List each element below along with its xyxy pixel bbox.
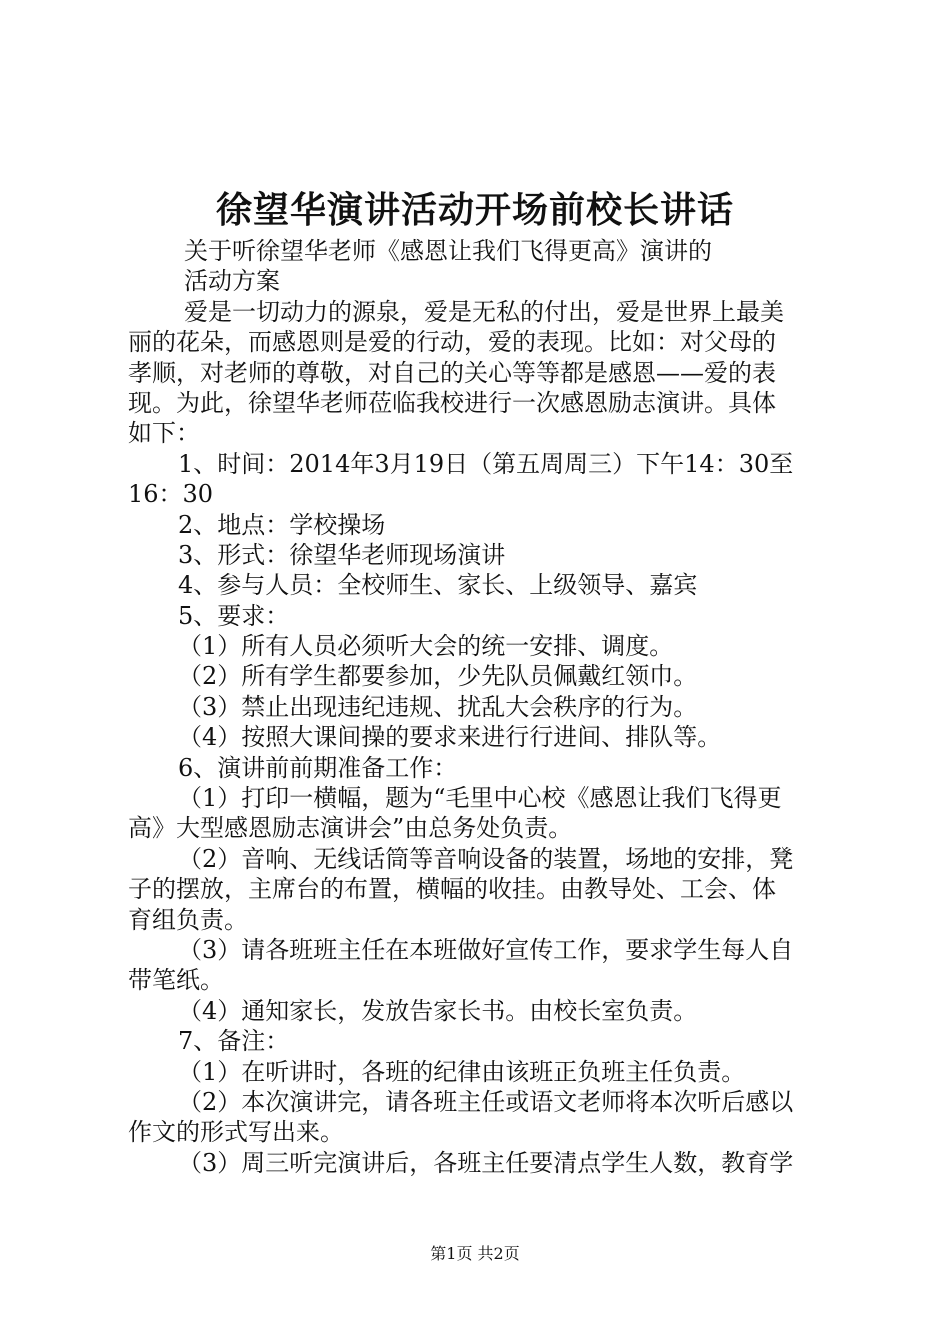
list-item: 3、形式：徐望华老师现场演讲 xyxy=(178,540,506,569)
list-item: 2、地点：学校操场 xyxy=(178,510,386,539)
sub-item: （1）所有人员必须听大会的统一安排、调度。 xyxy=(178,632,674,661)
sub-item: 育组负责。 xyxy=(128,905,248,934)
list-item: 6、演讲前前期准备工作： xyxy=(178,753,458,782)
paragraph-line: 爱是一切动力的源泉，爱是无私的付出，爱是世界上最美 xyxy=(184,297,784,326)
sub-item: （3）请各班班主任在本班做好宣传工作，要求学生每人自 xyxy=(178,935,794,964)
sub-item: （2）音响、无线话筒等音响设备的装置，场地的安排，凳 xyxy=(178,844,794,873)
list-item: 5、要求： xyxy=(178,601,290,630)
page-number: 第1页 共2页 xyxy=(430,1244,520,1263)
subtitle-line: 活动方案 xyxy=(184,267,280,296)
list-item: 16：30 xyxy=(128,480,214,509)
document-body xyxy=(128,236,834,1178)
sub-item: （3）禁止出现违纪违规、扰乱大会秩序的行为。 xyxy=(178,692,698,721)
sub-item: 带笔纸。 xyxy=(128,966,224,995)
sub-item: （4）按照大课间操的要求来进行行进间、排队等。 xyxy=(178,723,722,752)
paragraph-line: 孝顺，对老师的尊敬，对自己的关心等等都是感恩——爱的表 xyxy=(128,358,776,387)
sub-item: （1）在听讲时，各班的纪律由该班正负班主任负责。 xyxy=(178,1057,746,1086)
list-item: 4、参与人员：全校师生、家长、上级领导、嘉宾 xyxy=(178,571,698,600)
paragraph-line: 如下： xyxy=(128,419,200,448)
list-item: 1、时间：2014年3月19日（第五周周三）下午14：30至 xyxy=(178,449,794,478)
sub-item: 高》大型感恩励志演讲会”由总务处负责。 xyxy=(128,814,573,843)
sub-item: （1）打印一横幅，题为“毛里中心校《感恩让我们飞得更 xyxy=(178,784,782,813)
sub-item: 作文的形式写出来。 xyxy=(128,1118,344,1147)
sub-item: （4）通知家长，发放告家长书。由校长室负责。 xyxy=(178,996,698,1025)
paragraph-line: 现。为此，徐望华老师莅临我校进行一次感恩励志演讲。具体 xyxy=(128,388,776,417)
sub-item: （2）本次演讲完，请各班主任或语文老师将本次听后感以 xyxy=(178,1087,794,1116)
sub-item: 子的摆放，主席台的布置，横幅的收挂。由教导处、工会、体 xyxy=(128,875,776,904)
sub-item: （3）周三听完演讲后，各班主任要清点学生人数，教育学 xyxy=(178,1148,794,1177)
sub-item: （2）所有学生都要参加，少先队员佩戴红领巾。 xyxy=(178,662,698,691)
document-title: 徐望华演讲活动开场前校长讲话 xyxy=(215,189,734,231)
subtitle-line: 关于听徐望华老师《感恩让我们飞得更高》演讲的 xyxy=(184,237,712,265)
list-item: 7、备注： xyxy=(178,1027,290,1056)
paragraph-line: 丽的花朵，而感恩则是爱的行动，爱的表现。比如：对父母的 xyxy=(128,328,776,357)
